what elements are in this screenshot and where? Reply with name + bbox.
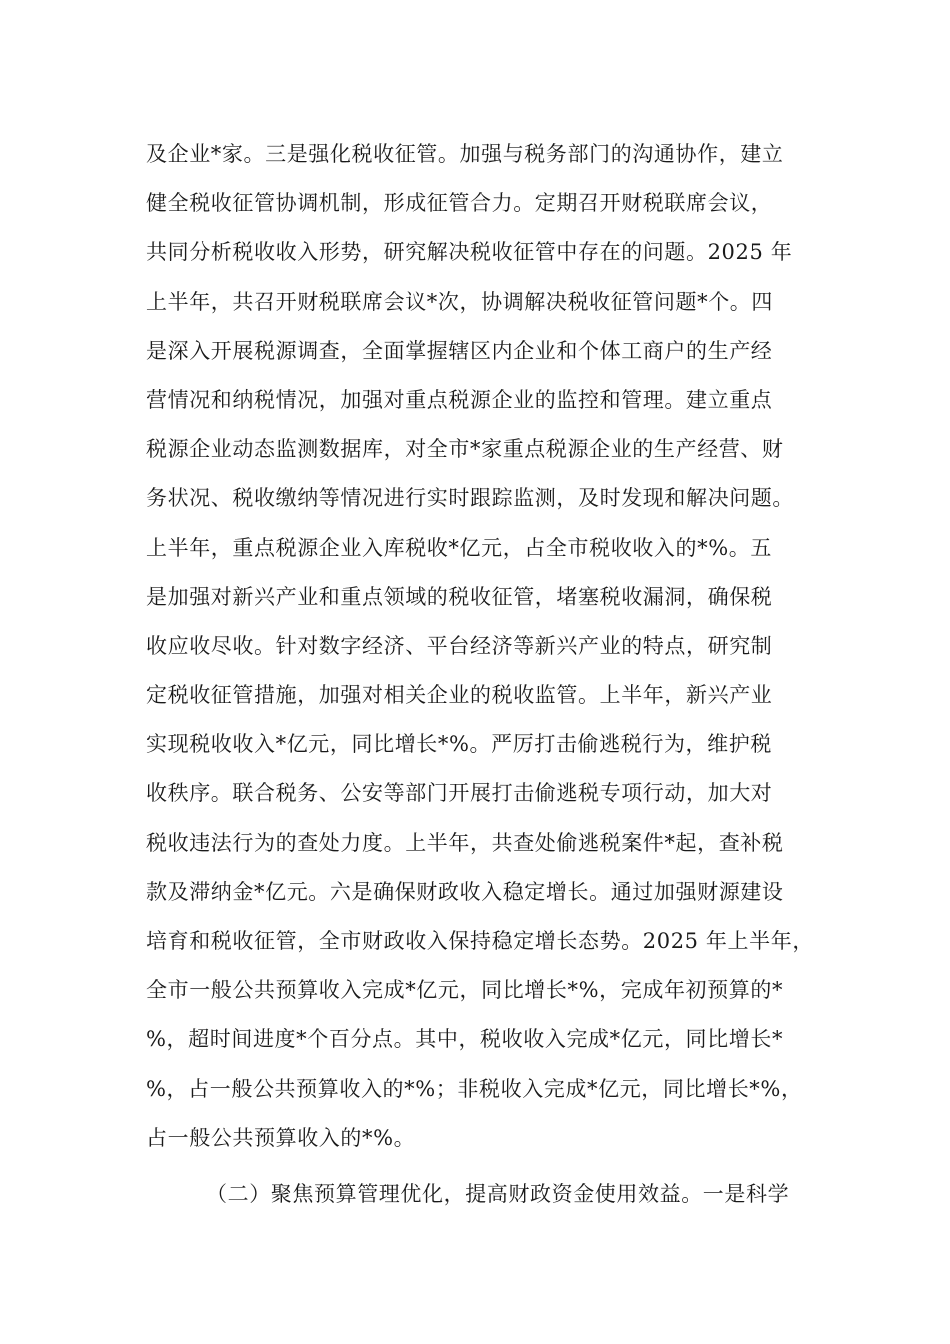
text-line: 实现税收收入*亿元，同比增长*%。严厉打击偷逃税行为，维护税 [146, 732, 772, 757]
text-line: %，占一般公共预算收入的*%；非税收入完成*亿元，同比增长*%， [146, 1076, 803, 1101]
section-heading-line: （二）聚焦预算管理优化，提高财政资金使用效益。一是科学 [206, 1181, 790, 1206]
text-line: 占一般公共预算收入的*%。 [146, 1125, 416, 1150]
text-line: 上半年，重点税源企业入库税收*亿元，占全市税收收入的*%。五 [146, 535, 772, 560]
text-line: 培育和税收征管，全市财政收入保持稳定增长态势。2025 年上半年， [146, 929, 814, 953]
text-line: 健全税收征管协调机制，形成征管合力。定期召开财税联席会议， [146, 191, 773, 216]
text-line: 务状况、税收缴纳等情况进行实时跟踪监测，及时发现和解决问题。 [146, 486, 794, 511]
text-line: 是深入开展税源调查，全面掌握辖区内企业和个体工商户的生产经 [146, 338, 773, 363]
text-line: 款及滞纳金*亿元。六是确保财政收入稳定增长。通过加强财源建设 [146, 879, 784, 904]
paragraph-budget-management [146, 1170, 836, 1219]
text-line: 上半年，共召开财税联席会议*次，协调解决税收征管问题*个。四 [146, 289, 773, 314]
paragraph-gap [146, 1163, 836, 1170]
text-line: 税源企业动态监测数据库，对全市*家重点税源企业的生产经营、财 [146, 437, 784, 462]
text-line: %，超时间进度*个百分点。其中，税收收入完成*亿元，同比增长* [146, 1027, 784, 1052]
text-line: 税收违法行为的查处力度。上半年，共查处偷逃税案件*起，查补税 [146, 830, 784, 855]
text-line: 营情况和纳税情况，加强对重点税源企业的监控和管理。建立重点 [146, 387, 773, 412]
paragraph-tax-collection [146, 130, 836, 1163]
document-body [146, 130, 836, 1219]
text-line: 全市一般公共预算收入完成*亿元，同比增长*%，完成年初预算的* [146, 978, 784, 1003]
text-line: 是加强对新兴产业和重点领域的税收征管，堵塞税收漏洞，确保税 [146, 584, 773, 609]
text-line: 及企业*家。三是强化税收征管。加强与税务部门的沟通协作，建立 [146, 142, 784, 166]
text-line: 收应收尽收。针对数字经济、平台经济等新兴产业的特点，研究制 [146, 633, 773, 658]
text-line: 收秩序。联合税务、公安等部门开展打击偷逃税专项行动，加大对 [146, 781, 773, 806]
text-line: 共同分析税收收入形势，研究解决税收征管中存在的问题。2025 年 [146, 240, 793, 265]
text-line: 定税收征管措施，加强对相关企业的税收监管。上半年，新兴产业 [146, 683, 773, 708]
